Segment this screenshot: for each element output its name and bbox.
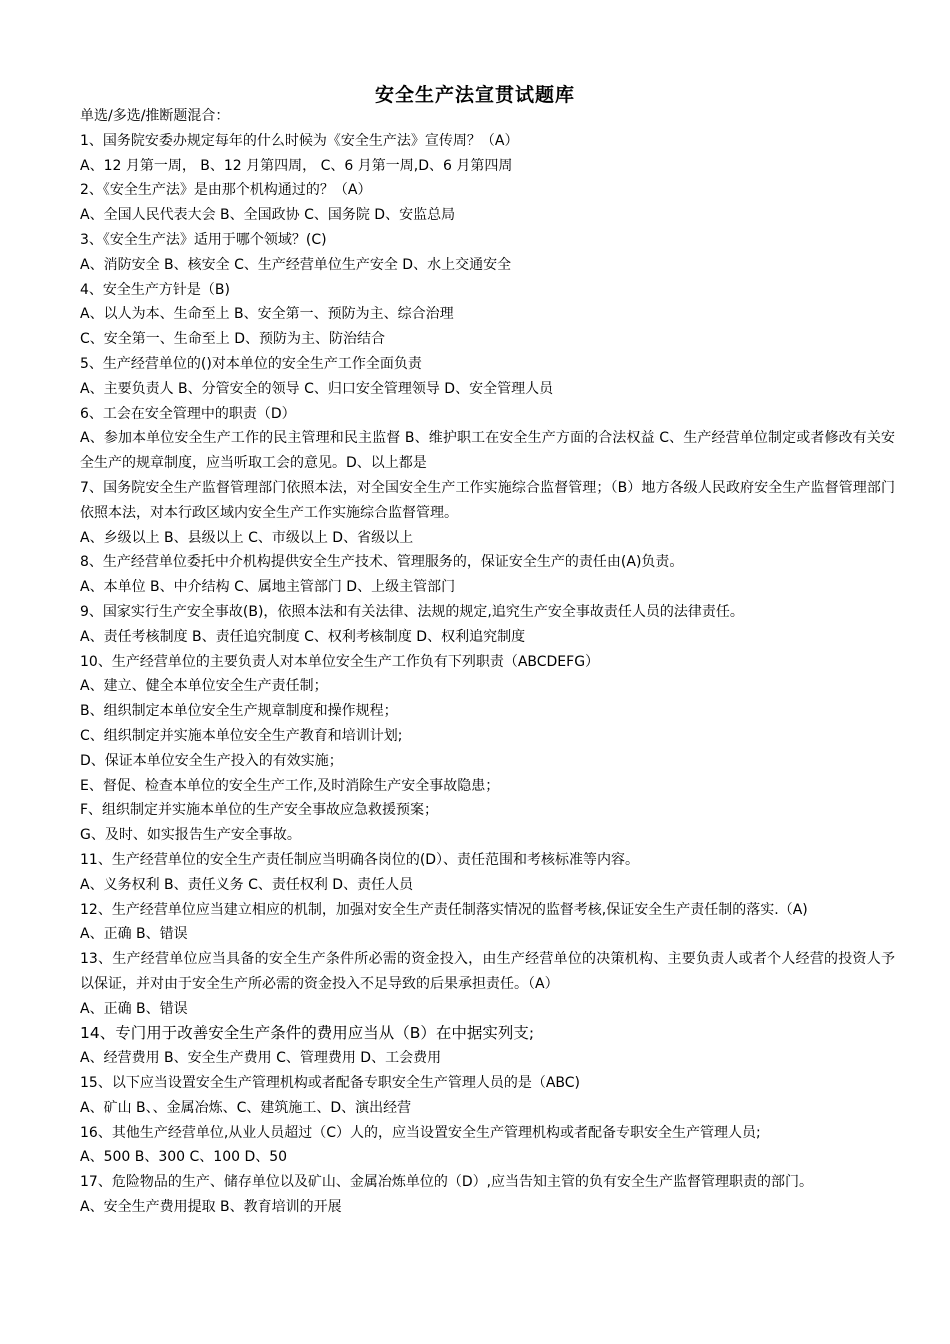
text-line: A、建立、健全本单位安全生产责任制；	[80, 678, 328, 695]
text-line: A、以人为本、生命至上 B、安全第一、预防为主、综合治理	[80, 306, 454, 323]
text-line: A、正确 B、错误	[80, 1000, 188, 1017]
text-line: A、安全生产费用提取 B、教育培训的开展	[80, 1199, 342, 1216]
text-line: 7、国务院安全生产监督管理部门依照本法，对全国安全生产工作实施综合监督管理；（B）地方各级人民政府安全生产监督管理部门依照本法，对本行政区域内安全生产工作实施综合监督管理。	[80, 479, 895, 521]
text-line: G、及时、如实报告生产安全事故。	[80, 827, 301, 844]
text-line: D、保证本单位安全生产投入的有效实施；	[80, 752, 343, 769]
text-line: A、义务权利 B、责任义务 C、责任权利 D、责任人员	[80, 876, 414, 893]
text-line: 8、生产经营单位委托中介机构提供安全生产技术、管理服务的，保证安全生产的责任由(A)负责。	[80, 554, 684, 571]
text-line: 10、生产经营单位的主要负责人对本单位安全生产工作负有下列职责（ABCDEFG）	[80, 653, 600, 670]
text-line: A、全国人民代表大会 B、全国政协 C、国务院 D、安监总局	[80, 207, 456, 224]
document-body	[80, 104, 895, 1220]
text-line: B、组织制定本单位安全生产规章制度和操作规程；	[80, 703, 398, 720]
text-line: A、矿山 B、、金属冶炼、C、建筑施工、D、演出经营	[80, 1099, 412, 1116]
document-title: 安全生产法宣贯试题库	[374, 84, 575, 106]
text-line: 2、《安全生产法》是由那个机构通过的？（A）	[80, 182, 372, 199]
text-line: A、乡级以上 B、县级以上 C、市级以上 D、省级以上	[80, 529, 414, 546]
text-line: F、组织制定并实施本单位的生产安全事故应急救援预案；	[80, 802, 439, 819]
text-line: A、正确 B、错误	[80, 926, 188, 943]
text-line: 单选/多选/推断题混合：	[80, 108, 230, 124]
text-line: 15、以下应当设置安全生产管理机构或者配备专职安全生产管理人员的是（ABC)	[80, 1075, 580, 1092]
text-line: A、经营费用 B、安全生产费用 C、管理费用 D、工会费用	[80, 1050, 442, 1067]
text-line: E、督促、检查本单位的安全生产工作,及时消除生产安全事故隐患；	[80, 777, 500, 794]
text-line: 14、专门用于改善安全生产条件的费用应当从（B）在中据实列支;	[80, 1024, 535, 1043]
text-line: A、本单位 B、中介结构 C、属地主管部门 D、上级主管部门	[80, 579, 456, 596]
text-line: 12、生产经营单位应当建立相应的机制，加强对安全生产责任制落实情况的监督考核,保证安全生产责任制的落实.（A)	[80, 901, 808, 918]
text-line: A、500 B、300 C、100 D、50	[80, 1149, 288, 1166]
text-line: 1、国务院安委办规定每年的什么时候为《安全生产法》宣传周？（A）	[80, 132, 519, 149]
text-line: 6、工会在安全管理中的职责（D）	[80, 405, 296, 422]
text-line: 3、《安全生产法》适用于哪个领域？(C)	[80, 231, 327, 248]
text-line: A、主要负责人 B、分管安全的领导 C、归口安全管理领导 D、安全管理人员	[80, 380, 554, 397]
text-line: A、12 月第一周， B、12 月第四周， C、6 月第一周,D、6 月第四周	[80, 157, 513, 174]
text-line: 5、生产经营单位的()对本单位的安全生产工作全面负责	[80, 355, 422, 372]
text-line: A、责任考核制度 B、责任追究制度 C、权利考核制度 D、权利追究制度	[80, 628, 526, 645]
text-line: 16、其他生产经营单位,从业人员超过（C）人的，应当设置安全生产管理机构或者配备专职安全生产管理人员;	[80, 1124, 761, 1141]
text-line: 4、安全生产方针是（B)	[80, 281, 230, 298]
text-line: A、参加本单位安全生产工作的民主管理和民主监督 B、维护职工在安全生产方面的合法权益 C、生产经营单位制定或者修改有关安全生产的规章制度，应当听取工会的意见。D、以上都是	[80, 430, 895, 472]
text-line: C、安全第一、生命至上 D、预防为主、防治结合	[80, 331, 386, 348]
text-line: 9、国家实行生产安全事故(B)，依照本法和有关法律、法规的规定,追究生产安全事故责任人员的法律责任。	[80, 603, 744, 620]
text-line: C、组织制定并实施本单位安全生产教育和培训计划;	[80, 727, 403, 744]
text-line: 11、生产经营单位的安全生产责任制应当明确各岗位的(D）、责任范围和考核标准等内容。	[80, 851, 640, 868]
text-line: A、消防安全 B、核安全 C、生产经营单位生产安全 D、水上交通安全	[80, 256, 512, 273]
text-line: 13、生产经营单位应当具备的安全生产条件所必需的资金投入，由生产经营单位的决策机构、主要负责人或者个人经营的投资人予以保证，并对由于安全生产所必需的资金投入不足导致的后果承担责任。（A）	[80, 951, 895, 992]
text-line: 17、危险物品的生产、储存单位以及矿山、金属冶炼单位的（D）,应当告知主管的负有安全生产监督管理职责的部门。	[80, 1174, 814, 1191]
